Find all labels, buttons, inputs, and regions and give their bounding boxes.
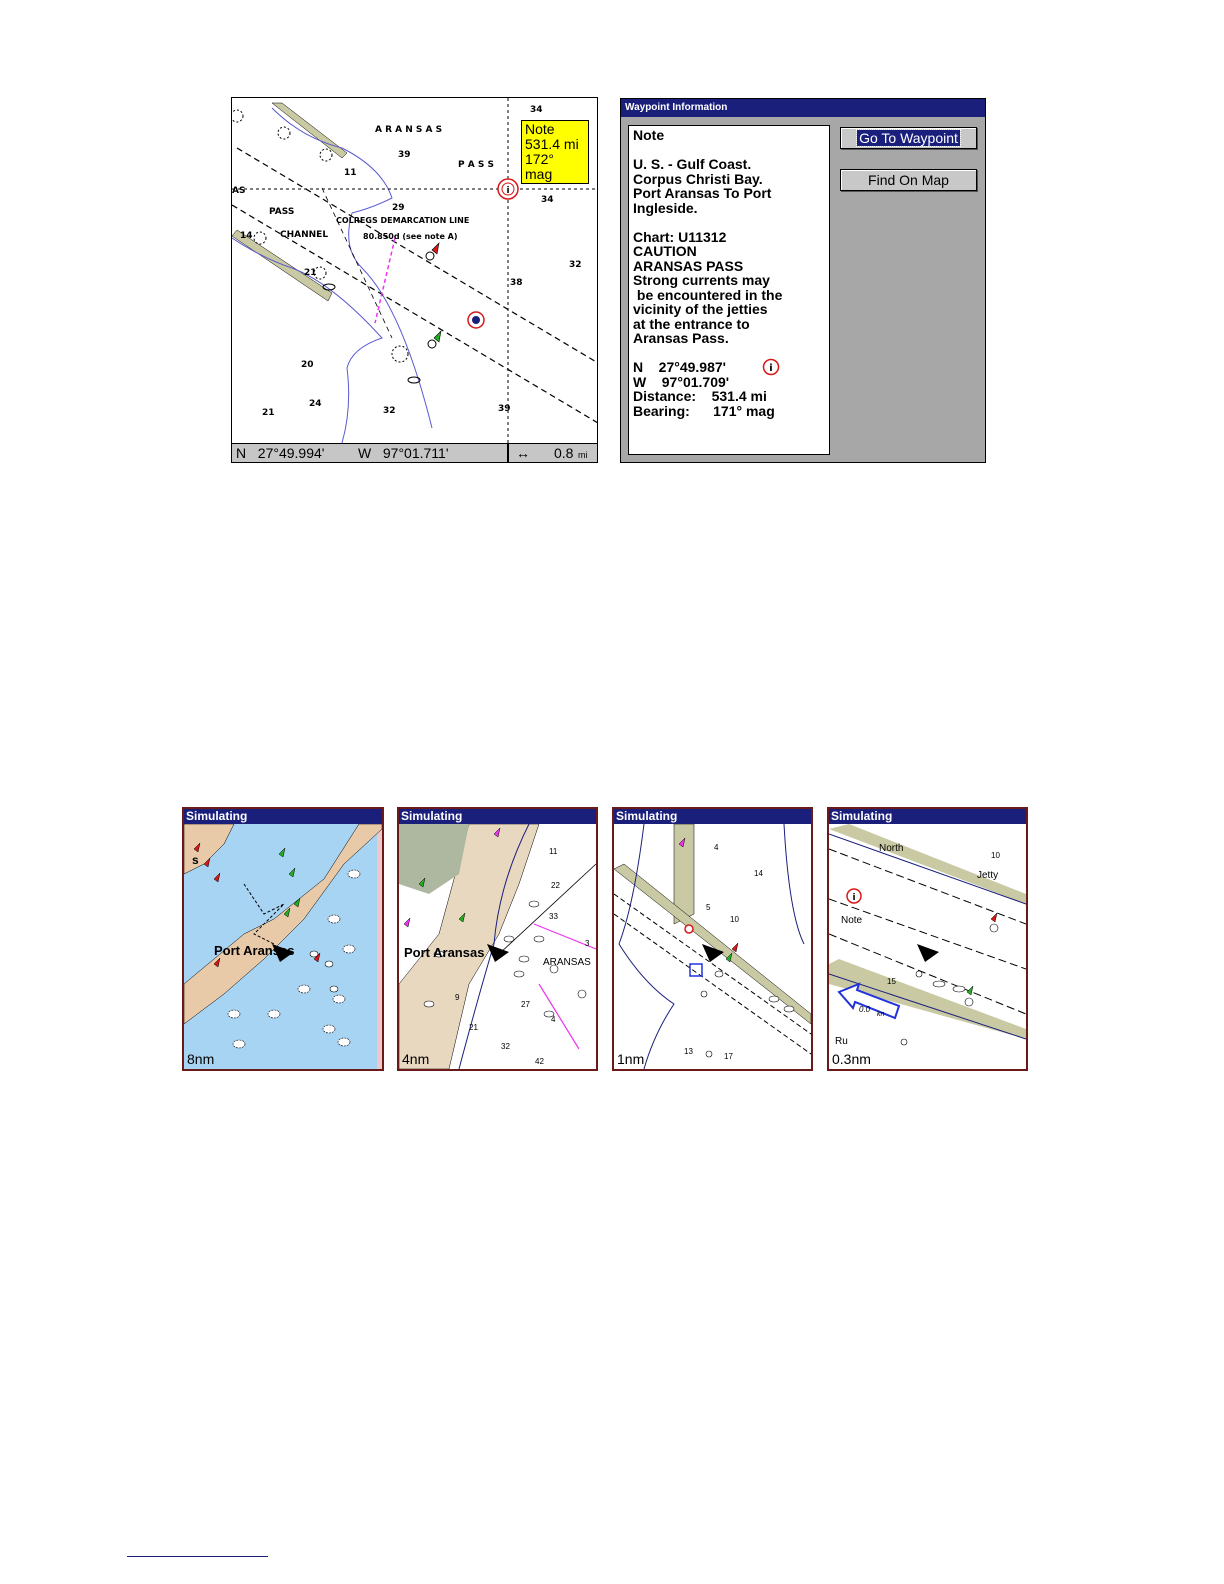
sim-title: Simulating <box>399 809 596 824</box>
sounding: 20 <box>301 360 314 370</box>
note-info-icon <box>847 889 861 903</box>
sounding: 11 <box>344 168 357 178</box>
rock-circle <box>320 149 332 161</box>
sounding: 10 <box>991 851 1000 860</box>
find-on-map-button[interactable] <box>840 169 977 191</box>
svg-text:i: i <box>769 363 773 374</box>
sounding: 3 <box>585 939 590 948</box>
info-icon <box>762 358 780 376</box>
place-label: A R A N S A S <box>375 125 443 135</box>
sim-title: Simulating <box>829 809 1026 824</box>
place-label: Ru <box>835 1036 848 1047</box>
note-text-line: vicinity of the jetties <box>633 301 768 317</box>
safe-water-mark-icon <box>468 312 484 328</box>
sounding: 34 <box>541 195 554 205</box>
green-buoy-icon <box>428 331 441 348</box>
sounding: 11 <box>549 847 558 856</box>
place-label: P A S S <box>458 160 494 170</box>
note-text-line: Strong currents may <box>633 272 770 288</box>
place-label: North <box>879 843 904 854</box>
current-speed: 0.0 <box>859 1005 871 1014</box>
rock-circle <box>254 232 266 244</box>
sounding: 14 <box>240 231 253 241</box>
rock-circle <box>232 110 243 122</box>
sounding: 32 <box>383 406 396 416</box>
channel-line <box>322 188 392 338</box>
note-text-line: be encountered in the <box>633 286 783 303</box>
note-text-line: Chart: U11312 <box>633 228 727 245</box>
place-label: ARANSAS <box>543 957 591 968</box>
sounding: 29 <box>392 203 405 213</box>
sim-screen-1nm[interactable] <box>612 807 813 1071</box>
sounding: 5 <box>706 903 711 912</box>
go-to-waypoint-label: Go To Waypoint <box>859 130 958 146</box>
colregs-line <box>375 238 395 323</box>
sounding: 21 <box>304 268 317 278</box>
rock-circle <box>278 127 290 139</box>
current-speed-unit: kn <box>877 1011 885 1018</box>
note-text-line: Distance: 531.4 mi <box>633 388 767 404</box>
zoom-scale: 1nm <box>617 1051 645 1067</box>
chart-screen[interactable] <box>231 97 598 463</box>
window-title: Waypoint Information <box>621 99 985 117</box>
waypoint-popup <box>521 120 589 184</box>
sim-title: Simulating <box>614 809 811 824</box>
place-label: CHANNEL <box>280 230 329 240</box>
note-text-line: Bearing: 171° mag <box>633 402 775 419</box>
info-waypoint-icon <box>498 179 518 199</box>
sim-screen-0-3nm[interactable] <box>827 807 1028 1071</box>
sounding: 15 <box>887 977 896 986</box>
note-text-line: Corpus Christi Bay. <box>633 170 763 187</box>
sounding: 13 <box>684 1047 693 1056</box>
zoom-scale: 4nm <box>402 1051 430 1067</box>
sounding: 22 <box>551 881 560 890</box>
zoom-unit: mi <box>578 450 588 460</box>
note-text-line: Aransas Pass. <box>633 330 729 346</box>
popup-distance: 531.4 mi <box>525 136 579 152</box>
sounding: 33 <box>549 912 558 921</box>
sim-map[interactable] <box>614 824 811 1069</box>
longitude-readout: W 97°01.711' <box>358 445 449 461</box>
note-text-line: N 27°49.987' <box>633 359 726 375</box>
zoom-readout: 0.8 <box>554 445 574 461</box>
place-label: Port Aransas <box>214 943 295 958</box>
jetty-north <box>272 103 347 158</box>
waypoint-info-window <box>620 98 986 463</box>
find-on-map-label: Find On Map <box>868 172 949 188</box>
latitude-readout: N 27°49.994' <box>236 445 325 461</box>
colregs-label: COLREGS DEMARCATION LINE <box>336 216 470 225</box>
place-label: Port Aransas <box>404 945 485 960</box>
shoreline <box>272 108 392 213</box>
place-label: AS <box>232 186 246 196</box>
waypoint-note-text[interactable] <box>628 125 830 455</box>
sounding: 4 <box>551 1015 556 1024</box>
sounding: 17 <box>724 1052 733 1061</box>
go-to-waypoint-button[interactable] <box>840 127 977 149</box>
place-label: PASS <box>269 207 295 217</box>
popup-name: Note <box>525 121 555 137</box>
note-text-line: Ingleside. <box>633 199 698 216</box>
zoom-scale: 0.3nm <box>832 1051 871 1067</box>
note-text-line <box>633 346 825 361</box>
sounding: 38 <box>510 278 523 288</box>
zoom-arrow-icon: ↔ <box>516 445 530 461</box>
sounding: 32 <box>501 1042 510 1051</box>
note-text-line <box>633 215 825 230</box>
boat-position-icon <box>917 944 939 962</box>
sounding: 24 <box>309 399 322 409</box>
boat-position-icon <box>487 944 509 962</box>
sounding: 39 <box>498 404 511 414</box>
status-divider <box>507 444 509 462</box>
sounding: 27 <box>521 1000 530 1009</box>
popup-bearing: 172° mag <box>525 151 554 182</box>
sounding: 39 <box>398 150 411 160</box>
red-buoy-icon <box>426 243 439 260</box>
sim-screen-8nm[interactable] <box>182 807 384 1071</box>
place-label: Jetty <box>977 870 999 881</box>
sounding: 32 <box>569 260 582 270</box>
sounding: 34 <box>530 105 543 115</box>
sounding: 4 <box>714 843 719 852</box>
sounding: 21 <box>469 1023 478 1032</box>
svg-text:i: i <box>852 893 856 903</box>
note-text-line: Note <box>633 127 665 143</box>
note-text-line: CAUTION <box>633 243 697 259</box>
sounding: 14 <box>754 869 763 878</box>
status-bar <box>232 443 597 462</box>
sounding: 9 <box>455 993 460 1002</box>
sim-screen-4nm[interactable] <box>397 807 598 1071</box>
note-text-line: W 97°01.709' <box>633 373 730 390</box>
sim-title: Simulating <box>184 809 382 824</box>
note-text-line: ARANSAS PASS <box>633 257 744 274</box>
note-text-line: at the entrance to <box>633 315 750 332</box>
note-label: Note <box>841 915 863 926</box>
sounding: 21 <box>262 408 275 418</box>
zoom-scale: 8nm <box>187 1051 215 1067</box>
note-text-line: Port Aransas To Port <box>633 185 772 201</box>
footnote-rule <box>127 1556 268 1557</box>
rock-circle <box>392 346 408 362</box>
svg-text:i: i <box>506 186 510 196</box>
sounding: 42 <box>535 1057 544 1066</box>
note-text-line <box>633 143 825 158</box>
note-text-line: U. S. - Gulf Coast. <box>633 156 752 172</box>
colregs-note: 80.850d (see note A) <box>363 232 458 241</box>
shoreline <box>349 213 432 428</box>
sim-map[interactable] <box>829 824 1026 1069</box>
sounding: 10 <box>730 915 739 924</box>
place-label: s <box>192 853 199 867</box>
